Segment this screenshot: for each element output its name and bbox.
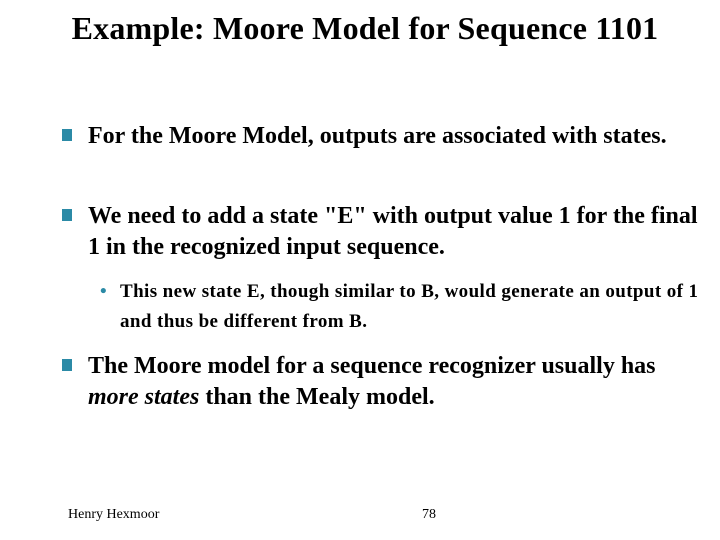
bullet-text-before: The Moore model for a sequence recognizer usually has [88, 353, 656, 379]
bullet-square-icon [62, 129, 72, 141]
sub-bullet-item-state-e [100, 277, 700, 337]
bullet-item-outputs-states [62, 121, 702, 152]
bullet-square-icon [62, 359, 72, 371]
bullet-item-more-states [62, 351, 702, 413]
slide-title: Example: Moore Model for Sequence 1101 [71, 10, 659, 46]
sub-bullet-dot-icon: • [100, 281, 108, 302]
bullet-text [88, 351, 702, 413]
sub-bullet-text: This new state E, though similar to B, would generate an output of 1 and thus be different from B. [120, 281, 699, 332]
bullet-item-add-state-e [62, 201, 702, 263]
bullet-square-icon [62, 209, 72, 221]
footer-page-number: 78 [422, 507, 436, 522]
bullet-text: For the Moore Model, outputs are associated with states. [88, 123, 667, 149]
bullet-text: We need to add a state "E" with output value 1 for the final 1 in the recognized input sequence. [88, 203, 698, 260]
bullet-text-emphasis: more states [88, 384, 200, 410]
footer-author: Henry Hexmoor [68, 507, 160, 522]
bullet-text-after: than the Mealy model. [199, 384, 435, 410]
